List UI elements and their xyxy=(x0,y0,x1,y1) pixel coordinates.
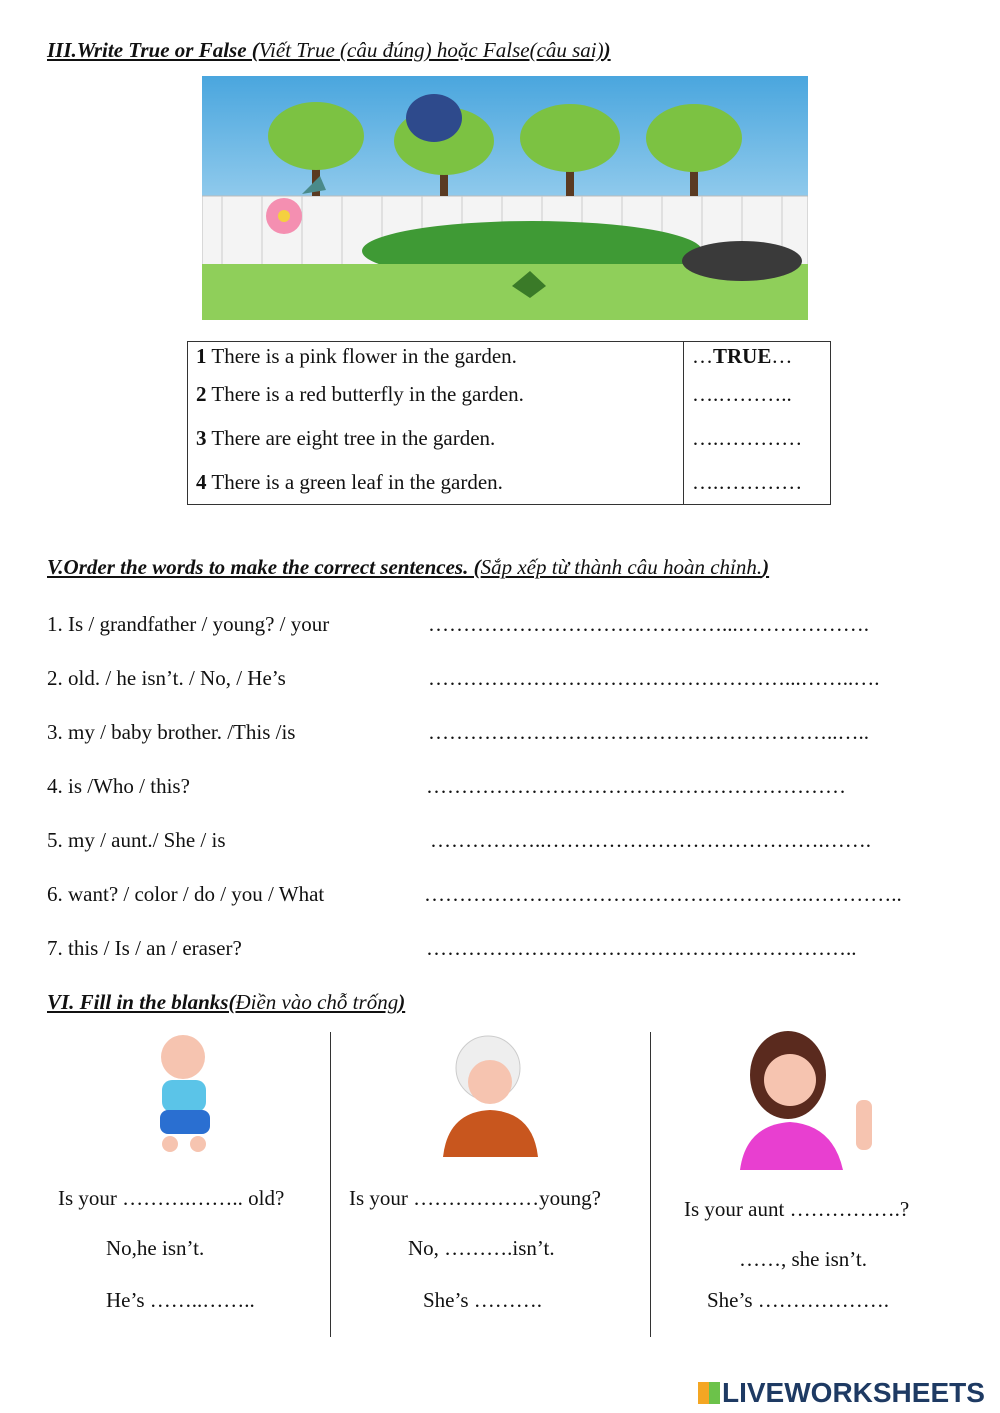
order-question: 6. want? / color / do / you / What xyxy=(47,882,325,906)
liveworksheets-logo: LIVEWORKSHEETS xyxy=(698,1377,985,1409)
section5-heading: V.Order the words to make the correct sentences. (Sắp xếp từ thành câu hoàn chỉnh.) xyxy=(47,555,770,579)
fill-answer[interactable]: He’s ……..…….. xyxy=(106,1288,255,1312)
fill-question[interactable]: Is your ………………young? xyxy=(349,1186,601,1210)
aunt-illustration xyxy=(738,1030,880,1172)
answer-field[interactable]: ….……….. xyxy=(684,372,831,416)
fill-answer[interactable]: No, ……….isn’t. xyxy=(408,1236,555,1260)
table-row: 1 There is a pink flower in the garden. …TRUE… xyxy=(188,342,831,373)
order-answer-blank[interactable]: …………………………………………………..….. xyxy=(428,720,869,744)
rocks xyxy=(682,241,802,281)
logo-icon xyxy=(698,1382,720,1404)
fill-question[interactable]: Is your aunt …………….? xyxy=(684,1197,910,1221)
answer-field[interactable]: ….………… xyxy=(684,416,831,460)
section3-heading: III.Write True or False (Viết True (câu đúng) hoặc False(câu sai)) xyxy=(47,38,611,62)
order-question: 1. Is / grandfather / young? / your xyxy=(47,612,330,636)
table-row: 3 There are eight tree in the garden. ….………… xyxy=(188,416,831,460)
fill-answer[interactable]: She’s ………. xyxy=(423,1288,543,1312)
table-row: 2 There is a red butterfly in the garden. ….……….. xyxy=(188,372,831,416)
fill-question: Is your ……….…….. old? xyxy=(58,1186,285,1210)
section6-heading: VI. Fill in the blanks(Điền vào chỗ trống) xyxy=(47,990,406,1014)
order-answer-blank[interactable]: ……………..………………………………….……. xyxy=(430,828,871,852)
garden-illustration xyxy=(202,76,808,320)
answer-field[interactable]: TRUE xyxy=(713,344,772,368)
order-question: 4. is /Who / this? xyxy=(47,774,190,798)
order-question: 2. old. / he isn’t. / No, / He’s xyxy=(47,666,286,690)
order-question: 3. my / baby brother. /This /is xyxy=(47,720,296,744)
order-question: 5. my / aunt./ She / is xyxy=(47,828,226,852)
order-answer-blank[interactable]: …………………………………………………… xyxy=(426,774,846,798)
order-question: 7. this / Is / an / eraser? xyxy=(47,936,242,960)
fill-answer[interactable]: ……, she isn’t. xyxy=(739,1247,867,1271)
order-answer-blank[interactable]: …………………………………………………….. xyxy=(426,936,857,960)
baby-illustration xyxy=(150,1032,220,1157)
table-row: 4 There is a green leaf in the garden. ….………… xyxy=(188,460,831,505)
true-false-table xyxy=(187,341,831,505)
order-answer-blank[interactable]: ……………………………………………...……..…. xyxy=(428,666,880,690)
order-answer-blank[interactable]: ……………………………………………….………….. xyxy=(424,882,902,906)
order-answer-blank[interactable]: ……………………………………...………………. xyxy=(428,612,869,636)
fill-answer[interactable]: She’s ………………. xyxy=(707,1288,890,1312)
answer-field[interactable]: ….………… xyxy=(684,460,831,505)
column-divider xyxy=(330,1032,331,1337)
fill-answer: No,he isn’t. xyxy=(106,1236,205,1260)
column-divider xyxy=(650,1032,651,1337)
grandmother-illustration xyxy=(438,1032,544,1160)
balloon-icon xyxy=(406,94,462,142)
